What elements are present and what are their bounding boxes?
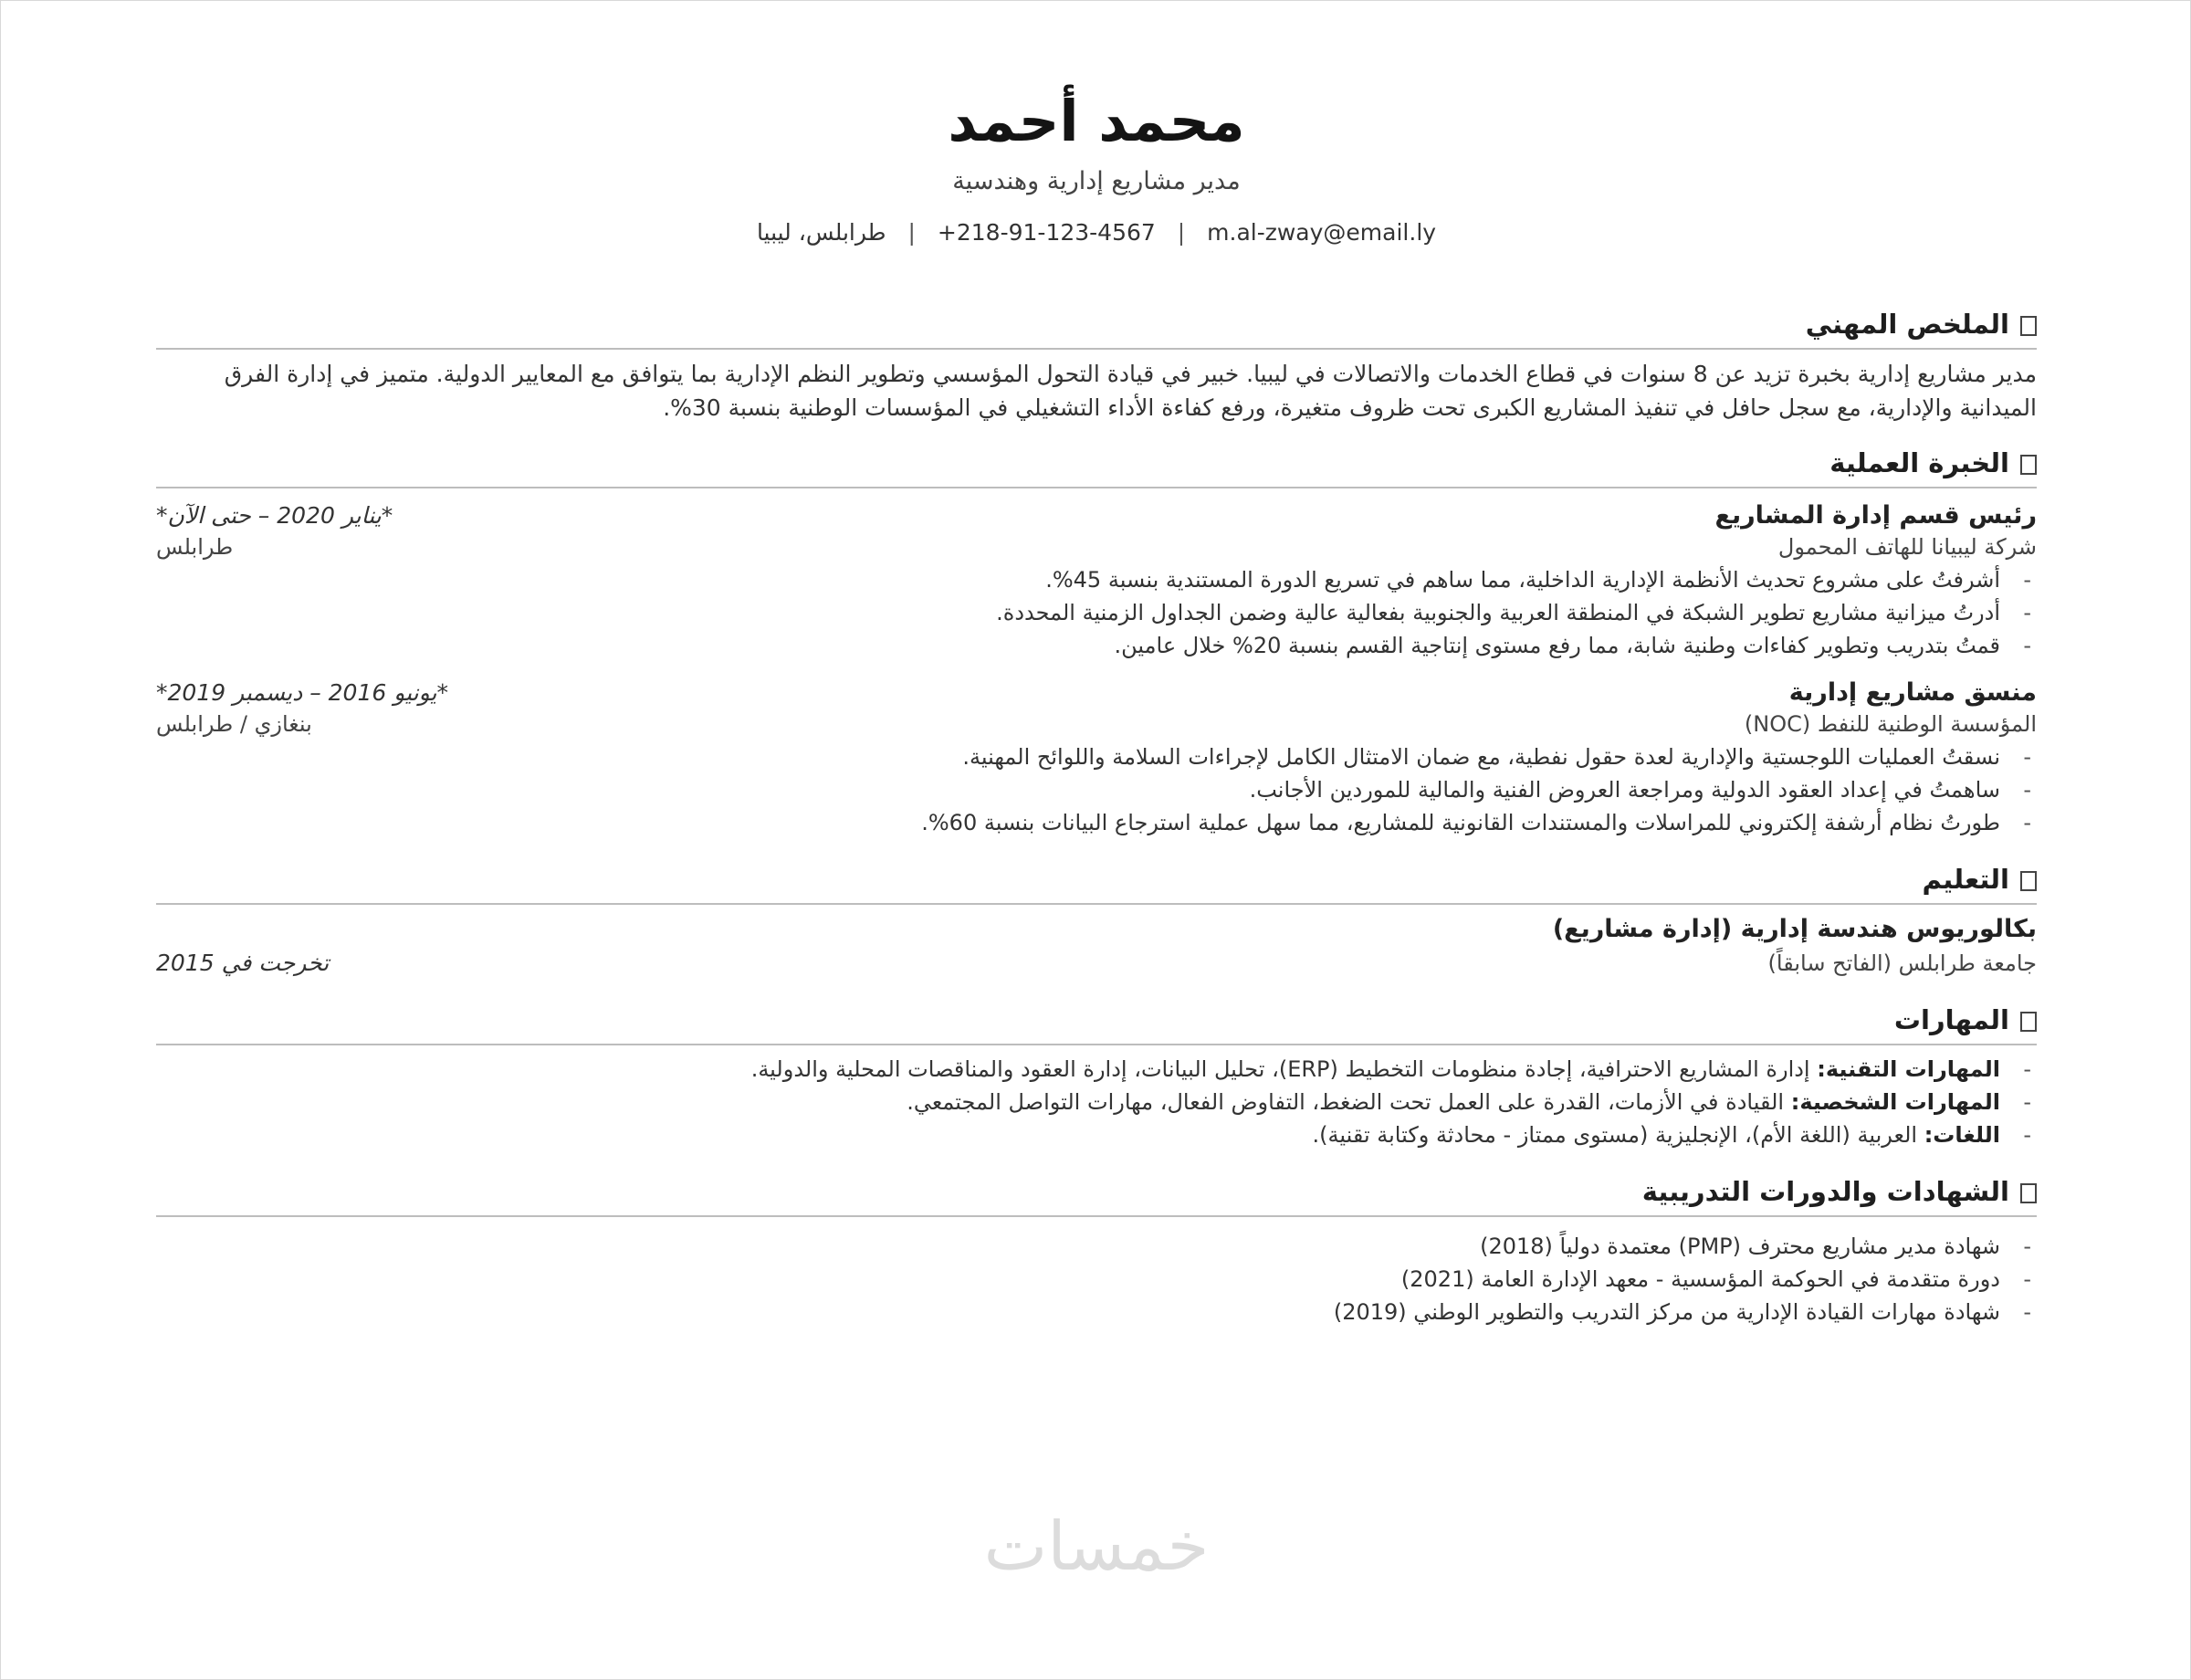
resume-content (156, 85, 2037, 1328)
job-date: *يناير 2020 – حتى الآن* (156, 502, 393, 529)
list-item: - طورتُ نظام أرشفة إلكتروني للمراسلات والمستندات القانونية للمشاريع، مما سهل عملية استرجاع البيانات بنسبة 60%. (921, 810, 2031, 835)
person-name: محمد أحمد (948, 88, 1245, 154)
contact-separator: | (907, 219, 916, 246)
summary-text: مدير مشاريع إدارية بخبرة تزيد عن 8 سنوات في قطاع الخدمات والاتصالات في ليبيا. خبير في قيادة التحول المؤسسي وتطوير النظم الإدارية بما يتوافق مع المعايير الدولية. متميز في إدارة الفرق الميدانية والإدارية، مع سجل حافل في تنفيذ المشاريع الكبرى تحت ظروف متغيرة، ورفع كفاءة الأداء التشغيلي في المؤسسات الوطنية بنسبة 30%. (224, 361, 2037, 421)
list-item: - دورة متقدمة في الحوكمة المؤسسية - معهد الإدارة العامة (2021) (1400, 1266, 2031, 1292)
contact-separator: | (1177, 219, 1186, 246)
section-title: الملخص المهني (156, 306, 2037, 350)
job-bullets (156, 740, 2037, 839)
watermark-logo: خمسات (983, 1507, 1210, 1586)
job-organization: شركة ليبيانا للهاتف المحمول (1777, 534, 2037, 560)
job-subtitle: مدير مشاريع إدارية وهندسية (952, 167, 1241, 195)
section-title: الخبرة العملية (156, 445, 2037, 488)
list-item: - ساهمتُ في إعداد العقود الدولية ومراجعة العروض الفنية والمالية للموردين الأجانب. (1249, 777, 2031, 803)
list-item: - شهادة مهارات القيادة الإدارية من مركز التدريب والتطوير الوطني (2019) (1333, 1299, 2031, 1325)
job-entry (156, 677, 2037, 839)
location-text: طرابلس، ليبيا (756, 219, 886, 246)
list-item: - المهارات التقنية: إدارة المشاريع الاحترافية، إجادة منظومات التخطيط (ERP)، تحليل البيانات، إدارة العقود والمناقصات المحلية والدولية. (750, 1056, 2031, 1082)
job-organization: المؤسسة الوطنية للنفط (NOC) (1744, 711, 2037, 737)
list-item: - المهارات الشخصية: القيادة في الأزمات، القدرة على العمل تحت الضغط، التفاوض الفعال، مهارات التواصل المجتمعي. (907, 1089, 2031, 1115)
section-title: الشهادات والدورات التدريبية (156, 1173, 2037, 1217)
square-icon (2020, 455, 2037, 475)
job-bullets (156, 563, 2037, 662)
list-item: - شهادة مدير مشاريع محترف (PMP) معتمدة دولياً (2018) (1480, 1234, 2031, 1259)
certifications-list (156, 1230, 2037, 1328)
contact-line (156, 216, 2037, 249)
school-name: جامعة طرابلس (الفاتح سابقاً) (1767, 950, 2037, 976)
list-item: - أشرفتُ على مشروع تحديث الأنظمة الإدارية الداخلية، مما ساهم في تسريع الدورة المستندية بنسبة 45%. (1045, 567, 2031, 593)
list-item: - اللغات: العربية (اللغة الأم)، الإنجليزية (مستوى ممتاز - محادثة وكتابة تقنية). (1312, 1122, 2031, 1148)
phone-number: +218-91-123-4567 (937, 219, 1156, 246)
list-item: - نسقتُ العمليات اللوجستية والإدارية لعدة حقول نفطية، مع ضمان الامتثال الكامل لإجراءات السلامة واللوائح المهنية. (962, 744, 2031, 770)
job-title: رئيس قسم إدارة المشاريع (1714, 501, 2037, 530)
job-entry (156, 499, 2037, 662)
degree-title: بكالوريوس هندسة إدارية (إدارة مشاريع) (1552, 915, 2037, 943)
square-icon (2020, 1012, 2037, 1032)
section-title: المهارات (156, 1002, 2037, 1045)
resume-header (156, 85, 2037, 249)
education-section (156, 861, 2037, 980)
skills-list (156, 1053, 2037, 1151)
job-location: بنغازي / طرابلس (156, 711, 312, 737)
graduation-date: تخرجت في 2015 (156, 950, 330, 976)
skills-section (156, 1002, 2037, 1151)
square-icon (2020, 316, 2037, 336)
experience-section (156, 445, 2037, 839)
certifications-section (156, 1173, 2037, 1328)
list-item: - أدرتُ ميزانية مشاريع تطوير الشبكة في المنطقة العربية والجنوبية بفعالية عالية وضمن الجداول الزمنية المحددة. (996, 600, 2031, 625)
section-title: التعليم (156, 861, 2037, 905)
job-title: منسق مشاريع إدارية (1788, 678, 2037, 707)
list-item: - قمتُ بتدريب وتطوير كفاءات وطنية شابة، مما رفع مستوى إنتاجية القسم بنسبة 20% خلال عامين. (1114, 633, 2031, 658)
square-icon (2020, 871, 2037, 891)
summary-section (156, 306, 2037, 425)
email-address: m.al-zway@email.ly (1207, 219, 1437, 246)
job-location: طرابلس (156, 534, 234, 560)
job-date: *يونيو 2016 – ديسمبر 2019* (156, 679, 449, 706)
square-icon (2020, 1183, 2037, 1203)
